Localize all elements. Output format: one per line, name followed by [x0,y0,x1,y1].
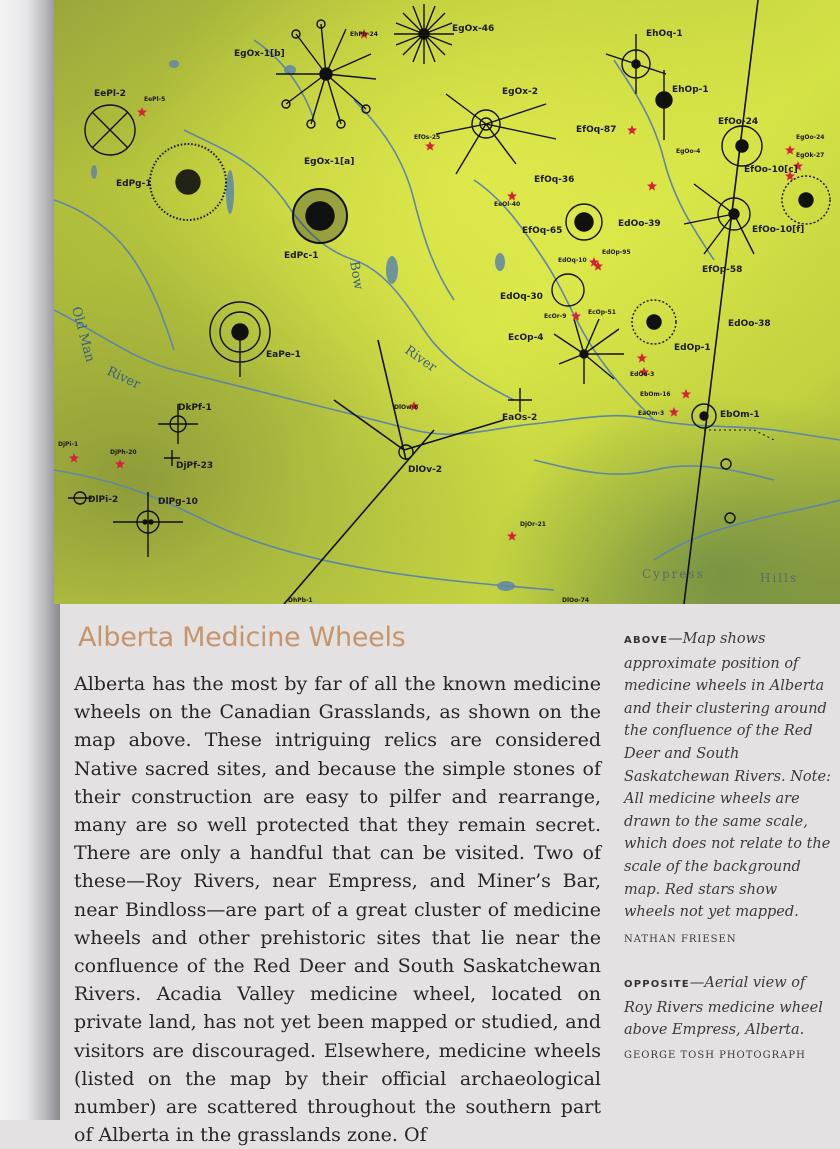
label-edpc-1: EdPc-1 [284,251,319,261]
caption-opposite [624,972,832,1042]
label-dloo-74: DlOo-74 [562,597,590,604]
label-cypress: Cypress [642,567,705,581]
label-ehpb-24: EhPb-24 [350,31,378,38]
label-djor-21: DjOr-21 [520,521,546,528]
label-river-right: River [401,342,440,376]
label-eaos-2: EaOs-2 [502,413,538,423]
label-egoo-4: EgOo-4 [676,148,701,155]
label-eeol-40: EeOl-40 [494,201,521,208]
article-title: Alberta Medicine Wheels [78,622,406,653]
label-efoo-10c: EfOo-10[c] [744,165,798,175]
label-edpg-1: EdPg-1 [116,179,152,189]
label-dlpg-10: DlPg-10 [158,497,198,507]
label-old-man: Old Man [68,305,98,364]
label-egok-27: EgOk-27 [796,152,825,159]
label-dlow-6: DlOw-6 [394,404,419,411]
label-ecor-9: EcOr-9 [544,313,567,320]
label-egox-1a: EgOx-1[a] [304,157,355,167]
label-eepl-5: EePl-5 [144,96,166,103]
label-edoo-38: EdOo-38 [728,319,771,329]
label-eaom-3: EaOm-3 [638,410,665,417]
label-efoq-65: EfOq-65 [522,226,563,236]
label-egoo-24: EgOo-24 [796,134,825,141]
label-hills: Hills [760,571,799,585]
label-efoq-36: EfOq-36 [534,175,575,185]
label-egox-1b: EgOx-1[b] [234,49,285,59]
caption-opposite-text: —Aerial view of Roy Rivers medicine wheel above Empress, Alberta. [624,975,823,1039]
label-dlov-2: DlOv-2 [408,465,443,475]
label-river-left: River [104,364,143,393]
label-ehop-1: EhOp-1 [672,85,709,95]
credit-george-tosh: GEORGE TOSH PHOTOGRAPH [624,1050,806,1061]
label-eape-1: EaPe-1 [266,350,301,360]
label-edoq-30: EdOq-30 [500,292,543,302]
caption-above-text: —Map shows approximate position of medicine wheels in Alberta and their clustering around the confluence of the Red Deer and South Saskatchewan Rivers. Note: All medicine wheels are drawn to the same scale, which does not relate to the scale of the background map. Red stars show wheels not yet mapped. [624,631,831,921]
caption-above [624,628,832,924]
label-dkpf-1: DkPf-1 [178,403,212,413]
label-eepl-2: EePl-2 [94,89,126,99]
label-edop-1: EdOp-1 [674,343,711,353]
label-egox-2: EgOx-2 [502,87,539,97]
caption-opposite-kicker: OPPOSITE [624,979,690,990]
label-djpi-1: DjPi-1 [58,441,79,448]
label-ebom-1: EbOm-1 [720,410,760,420]
credit-nathan-friesen: NATHAN FRIESEN [624,934,737,945]
label-efoq-87: EfOq-87 [576,125,617,135]
caption-above-kicker: ABOVE [624,635,669,646]
label-edoo-39: EdOo-39 [618,219,661,229]
label-efoo-10f: EfOo-10[f] [752,225,805,235]
medicine-wheel-map [54,0,840,604]
label-edop-95: EdOp-95 [602,249,631,256]
label-efoo-24: EfOo-24 [718,117,759,127]
wheel-egox-46 [394,4,454,64]
wheel-edpc-1 [293,189,347,243]
label-djph-20: DjPh-20 [110,449,137,456]
page-gutter [0,0,60,1120]
label-efop-58: EfOp-58 [702,265,743,275]
label-bow-river: Bow [346,260,366,291]
label-edoq-10: EdOq-10 [558,257,587,264]
label-ecop-4: EcOp-4 [508,333,544,343]
label-djpf-23: DjPf-23 [176,461,214,471]
label-ebom-16: EbOm-16 [640,391,671,398]
label-ehoq-1: EhOq-1 [646,29,683,39]
label-ecop-51: EcOp-51 [588,309,616,316]
label-dlpi-2: DlPi-2 [88,495,119,505]
article-body: Alberta has the most by far of all the known medicine wheels on the Canadian Grasslands, as shown on the map above. These intriguing relics are considered Native sacred sites, and because the simple stones of their construction are easy to pilfer and rearrange, many are so well protected that they remain secret. There are only a handful that can be visited. Two of these—Roy Rivers, near Empress, and Miner’s Bar, near Bindloss—are part of a great cluster of medicine wheels and other prehistoric sites that lie near the confluence of the Red Deer and South Saskatchewan Rivers. Acadia Valley medicine wheel, located on private land, has not yet been mapped or studied, and visitors are discouraged. Elsewhere, medicine wheels (listed on the map by their official archaeological number) are scattered throughout the southern part of Alberta in the grasslands zone. Of [74,673,601,1147]
label-edoo-3: EdOo-3 [630,371,655,378]
label-efos-25: EfOs-25 [414,134,441,141]
label-dhpb-1: DhPb-1 [288,597,313,604]
label-egox-46: EgOx-46 [452,24,495,34]
